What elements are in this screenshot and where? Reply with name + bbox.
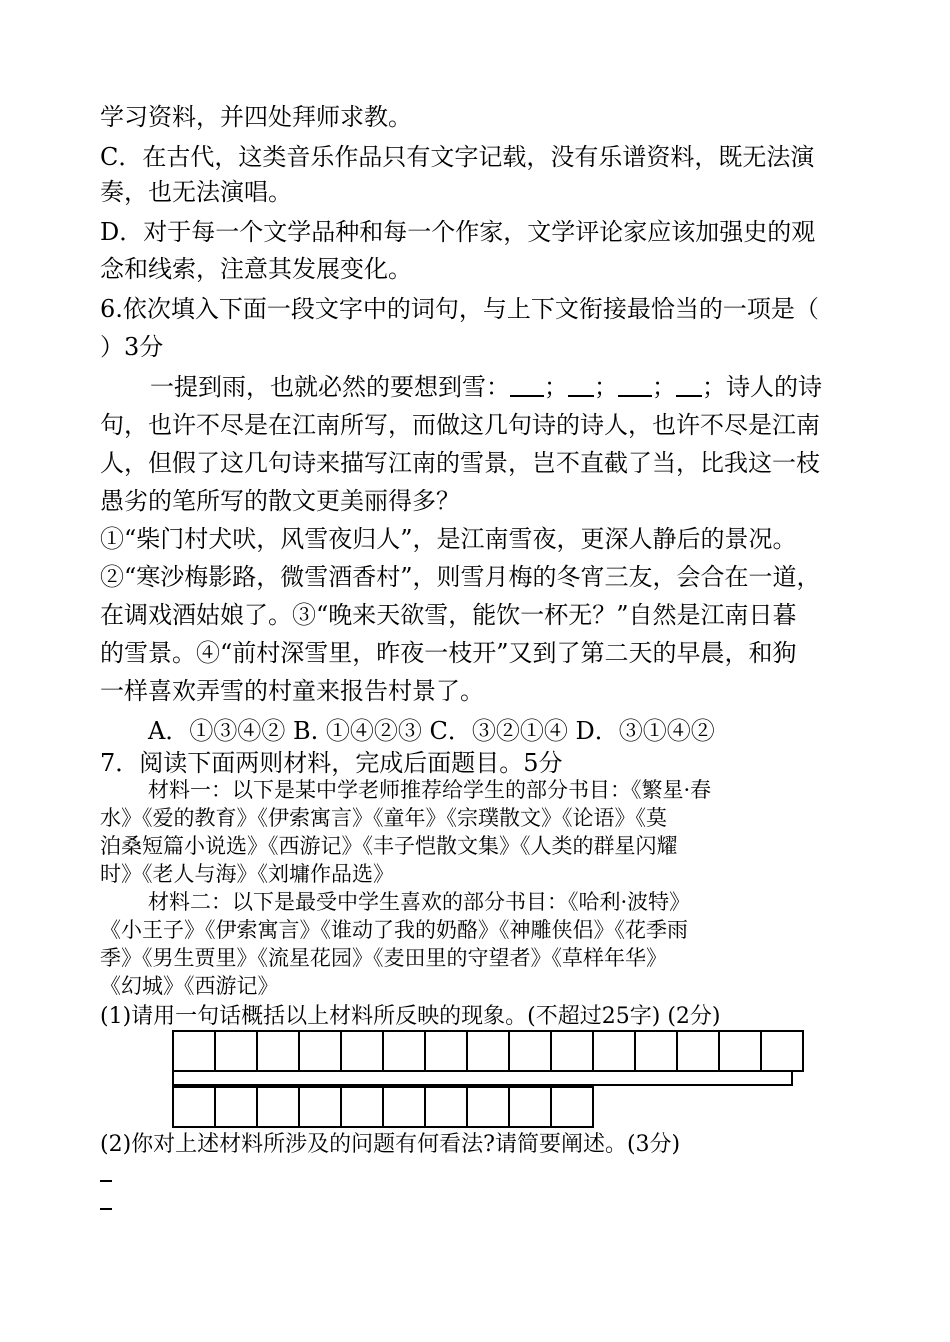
fill-blank-3[interactable] (618, 375, 652, 397)
material-line: 《小王子》《伊索寓言》《谁动了我的奶酪》《神雕侠侣》《花季雨 (100, 918, 688, 942)
question-6-score: ）3分 (100, 333, 164, 361)
material-line: 水》《爱的教育》《伊索寓言》《童年》《宗璞散文》《论语》《莫 (100, 806, 667, 830)
passage-line: 句，也许不尽是在江南所写，而做这几句诗的诗人，也许不尽是江南 (100, 411, 820, 439)
answer-grid-spacer (172, 1070, 793, 1086)
material-line: 《幻城》《西游记》 (100, 974, 279, 998)
answer-grid-row-1[interactable] (172, 1030, 804, 1072)
passage-tail: ；诗人的诗 (702, 373, 822, 401)
question-7-title: 7．阅读下面两则材料，完成后面题目。5分 (100, 749, 563, 777)
passage-line: ①“柴门村犬吠，风雪夜归人”，是江南雪夜，更深人静后的景况。 (100, 525, 797, 553)
option-d-line-2: 念和线索，注意其发展变化。 (100, 255, 412, 283)
passage-intro: 一提到雨，也就必然的要想到雪： (150, 373, 510, 401)
answer-grid-row-2[interactable] (172, 1086, 594, 1128)
passage-line: ②“寒沙梅影路，微雪酒香村”，则雪月梅的冬宵三友，会合在一道， (100, 563, 821, 591)
passage-line: 人，但假了这几句诗来描写江南的雪景，岂不直截了当，比我这一枝 (100, 449, 820, 477)
question-6-stem: 6.依次填入下面一段文字中的词句，与上下文衔接最恰当的一项是（ (100, 295, 819, 323)
material-line: 材料二：以下是最受中学生喜欢的部分书目：《哈利·波特》 (148, 890, 691, 914)
fill-blank-2[interactable] (568, 375, 594, 397)
passage-line: 愚劣的笔所写的散文更美丽得多？ (100, 487, 460, 515)
material-line: 季》《男生贾里》《流星花园》《麦田里的守望者》《草样年华》 (100, 946, 667, 970)
sub-question-2: (2)你对上述材料所涉及的问题有何看法?请简要阐述。(3分) (100, 1132, 681, 1157)
passage-line: 的雪景。④“前村深雪里，昨夜一枝开”又到了第二天的早晨，和狗 (100, 639, 797, 667)
fill-blank-4[interactable] (676, 375, 702, 397)
question-6-passage-first-line (150, 370, 875, 404)
blank-separator: ； (652, 373, 676, 401)
material-line: 时》《老人与海》《刘墉作品选》 (100, 862, 394, 886)
answer-line[interactable] (100, 1208, 112, 1210)
text-line-1: 学习资料，并四处拜师求教。 (100, 103, 412, 131)
answer-line[interactable] (100, 1180, 112, 1182)
option-c-line-2: 奏，也无法演唱。 (100, 178, 292, 206)
blank-separator: ； (594, 373, 618, 401)
sub-question-1: (1)请用一句话概括以上材料所反映的现象。(不超过25字) (2分) (100, 1004, 721, 1029)
blank-separator: ； (544, 373, 568, 401)
option-c-line-1: C．在古代，这类音乐作品只有文字记载，没有乐谱资料，既无法演 (100, 143, 815, 171)
material-line: 泊桑短篇小说选》《西游记》《丰子恺散文集》《人类的群星闪耀 (100, 834, 678, 858)
question-6-options: A．①③④② B. ①④②③ C．③②①④ D．③①④② (148, 717, 715, 745)
fill-blank-1[interactable] (510, 375, 544, 397)
option-d-line-1: D．对于每一个文学品种和每一个作家，文学评论家应该加强史的观 (100, 218, 816, 246)
passage-line: 在调戏酒姑娘了。③“晚来天欲雪，能饮一杯无？”自然是江南日暮 (100, 601, 797, 629)
passage-line: 一样喜欢弄雪的村童来报告村景了。 (100, 677, 484, 705)
material-line: 材料一：以下是某中学老师推荐给学生的部分书目：《繁星·春 (148, 778, 712, 802)
